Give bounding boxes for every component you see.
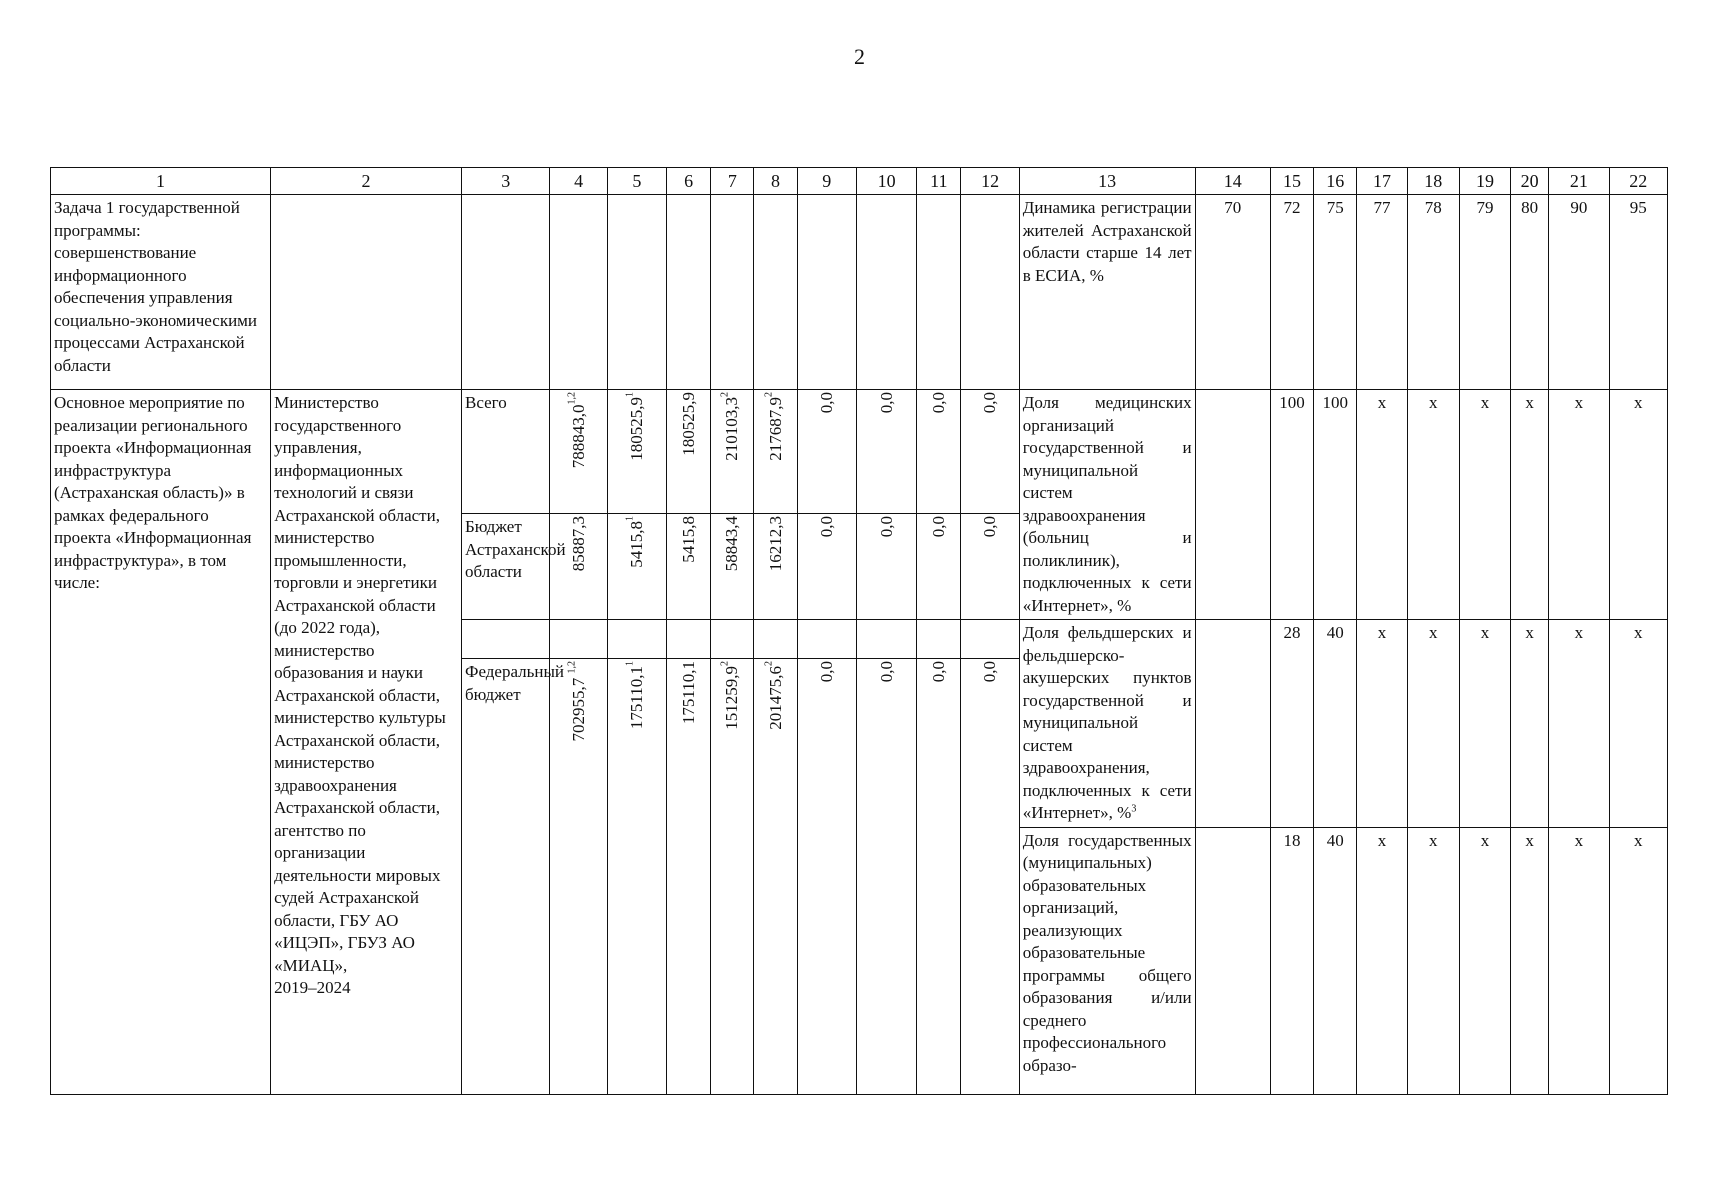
indicator-value: х <box>1549 620 1609 828</box>
indicator-value: х <box>1357 827 1407 1094</box>
measure-name: Основное мероприятие по реализации регионального проекта «Информационная инфраструктура (Астраханская область)» в рамках федерального проекта «Информационная инфраструктура», в том числе: <box>51 390 271 1095</box>
indicator-value: 100 <box>1270 390 1313 620</box>
indicator-value: х <box>1407 620 1459 828</box>
indicator-value: 78 <box>1407 195 1459 390</box>
amount-cell: 0,0 <box>856 659 916 1095</box>
amount-cell: 702955,7 $^{1,2}$ <box>550 659 607 1095</box>
amount-cell: 151259,9$^2$ <box>711 659 754 1095</box>
indicator-value: 72 <box>1270 195 1313 390</box>
indicator-value: х <box>1357 390 1407 620</box>
col-header: 9 <box>797 168 856 195</box>
amount-cell: 210103,3$^2$ <box>711 390 754 514</box>
amount-cell: 5415,8 <box>667 514 711 620</box>
amount-cell: 0,0 <box>961 390 1019 514</box>
task-row <box>51 195 1668 390</box>
col-header: 16 <box>1314 168 1357 195</box>
indicator-value: 40 <box>1314 620 1357 828</box>
indicator-value: 18 <box>1270 827 1313 1094</box>
amount-cell: 0,0 <box>797 390 856 514</box>
indicator-value: х <box>1609 827 1667 1094</box>
task-indicator: Динамика регистрации жителей Астраханской области старше 14 лет в ЕСИА, % <box>1019 195 1195 390</box>
executors-text: Министерство государственного управления, информационных технологий и связи Астраханской области, министерство промышленности, торговли и энергетики Астраханской области (до 2022 года), министерство образования и науки Астраханской области, министерство культуры Астраханской области, министерство здравоохранения Астраханской области, агентство по организации деятельности мировых судей Астраханской области, ГБУ АО «ИЦЭП», ГБУЗ АО «МИАЦ», <box>274 393 446 975</box>
col-header: 2 <box>271 168 462 195</box>
indicator-value: х <box>1549 390 1609 620</box>
indicator-value: 77 <box>1357 195 1407 390</box>
amount-cell: 16212,3 <box>754 514 797 620</box>
indicator-value: 75 <box>1314 195 1357 390</box>
measure-executors <box>271 390 462 1095</box>
col-header: 19 <box>1459 168 1510 195</box>
indicator-value: х <box>1609 390 1667 620</box>
indicator-value: 100 <box>1314 390 1357 620</box>
col-header: 7 <box>711 168 754 195</box>
amount-cell: 788843,0$^{1,2}$ <box>550 390 607 514</box>
amount-cell: 180525,9$^1$ <box>607 390 666 514</box>
amount-cell: 0,0 <box>797 514 856 620</box>
amount-cell: 0,0 <box>797 659 856 1095</box>
task-name: Задача 1 государственной программы: совершенствование информационного обеспечения управления социально-экономическими процессами Астраханской области <box>51 195 271 390</box>
program-table <box>50 167 1668 1095</box>
indicator-value <box>1195 827 1270 1094</box>
col-header: 17 <box>1357 168 1407 195</box>
col-header: 8 <box>754 168 797 195</box>
col-header: 15 <box>1270 168 1313 195</box>
amount-cell: 85887,3 <box>550 514 607 620</box>
amount-cell: 180525,9 <box>667 390 711 514</box>
amount-cell: 0,0 <box>917 514 961 620</box>
col-header: 21 <box>1549 168 1609 195</box>
source-label: Всего <box>462 390 550 514</box>
amount-cell: 0,0 <box>961 514 1019 620</box>
col-header: 6 <box>667 168 711 195</box>
amount-cell: 5415,8$^1$ <box>607 514 666 620</box>
col-header: 18 <box>1407 168 1459 195</box>
amount-cell: 201475,6$^2$ <box>754 659 797 1095</box>
indicator-value: 79 <box>1459 195 1510 390</box>
amount-cell: 58843,4 <box>711 514 754 620</box>
indicator-value: х <box>1459 827 1510 1094</box>
indicator-value: х <box>1357 620 1407 828</box>
col-header: 11 <box>917 168 961 195</box>
indicator-value: х <box>1511 620 1549 828</box>
indicator-value: х <box>1511 390 1549 620</box>
col-header: 13 <box>1019 168 1195 195</box>
amount-cell: 175110,1$^1$ <box>607 659 666 1095</box>
col-header: 3 <box>462 168 550 195</box>
indicator-value: 90 <box>1549 195 1609 390</box>
indicator-value: х <box>1549 827 1609 1094</box>
col-header: 1 <box>51 168 271 195</box>
col-header: 4 <box>550 168 607 195</box>
amount-cell: 0,0 <box>917 390 961 514</box>
amount-cell: 0,0 <box>917 659 961 1095</box>
page-number: 2 <box>854 44 865 69</box>
indicator-value: х <box>1407 827 1459 1094</box>
indicator-value: х <box>1407 390 1459 620</box>
amount-cell: 217687,9$^2$ <box>754 390 797 514</box>
indicator-value <box>1195 390 1270 620</box>
indicator-value: х <box>1459 390 1510 620</box>
col-header: 20 <box>1511 168 1549 195</box>
amount-cell: 0,0 <box>856 390 916 514</box>
col-header: 12 <box>961 168 1019 195</box>
col-header: 5 <box>607 168 666 195</box>
indicator-value: х <box>1609 620 1667 828</box>
indicator-value: х <box>1511 827 1549 1094</box>
source-row-total <box>51 390 1668 514</box>
measure-period: 2019–2024 <box>274 978 351 997</box>
amount-cell: 0,0 <box>961 659 1019 1095</box>
source-label: Федеральный бюджет <box>462 659 550 1095</box>
col-header: 14 <box>1195 168 1270 195</box>
indicator-value: 80 <box>1511 195 1549 390</box>
source-label: Бюджет Астраханской области <box>462 514 550 620</box>
amount-cell: 0,0 <box>856 514 916 620</box>
column-number-row <box>51 168 1668 195</box>
indicator-feldsher: Доля фельдшерских и фельдшерско-акушерских пунктов государственной и муниципальной систем здравоохранения, подключенных к сети «Интернет», %$^3$ <box>1019 620 1195 828</box>
indicator-value: 95 <box>1609 195 1667 390</box>
indicator-value <box>1195 620 1270 828</box>
indicator-value: 40 <box>1314 827 1357 1094</box>
indicator-education: Доля государственных (муниципальных) образовательных организаций, реализующих образовательные программы общего образования и/или среднего профессионального образо- <box>1019 827 1195 1094</box>
col-header: 22 <box>1609 168 1667 195</box>
indicator-value: 70 <box>1195 195 1270 390</box>
indicator-medical: Доля медицинских организаций государственной и муниципальной систем здравоохранения (больниц и поликлиник), подключенных к сети «Интернет», % <box>1019 390 1195 620</box>
col-header: 10 <box>856 168 916 195</box>
indicator-value: х <box>1459 620 1510 828</box>
indicator-value: 28 <box>1270 620 1313 828</box>
amount-cell: 175110,1 <box>667 659 711 1095</box>
